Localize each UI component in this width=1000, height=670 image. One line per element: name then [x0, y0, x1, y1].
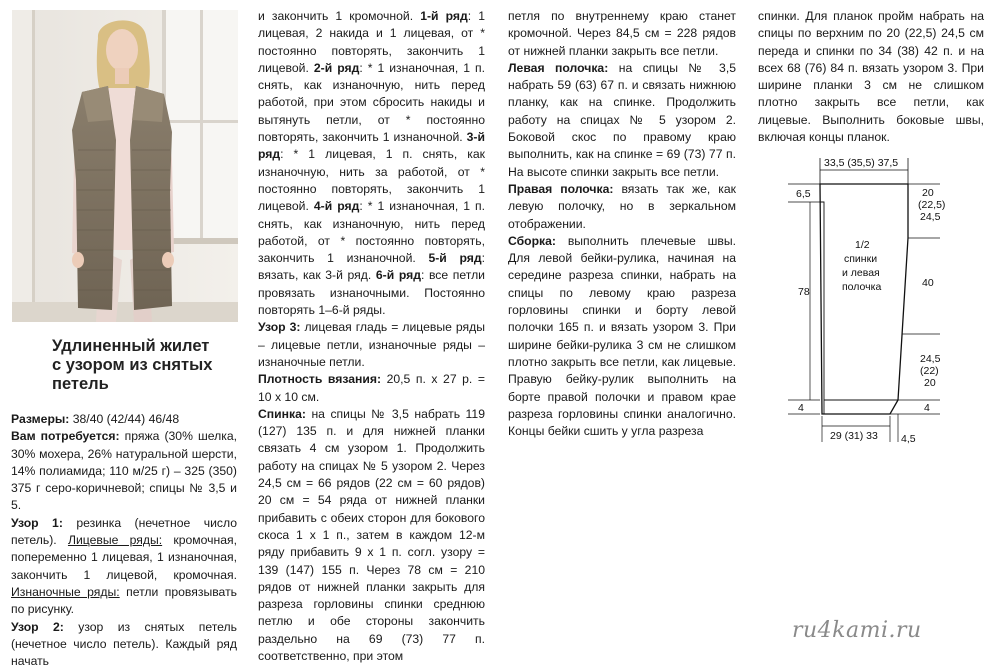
pattern-2-paragraph: Узор 2: узор из снятых петель (нечетное число петель). Каждый ряд начать [11, 619, 237, 669]
left-top-label: 6,5 [796, 188, 811, 200]
right-top-label: 20 [922, 187, 934, 199]
right-top-label: 24,5 [920, 211, 941, 223]
title-line: Удлиненный жилет [52, 337, 210, 355]
title-line: с узором из снятых [52, 356, 213, 374]
title-line: петель [52, 375, 109, 393]
back-paragraph: Спинка: на спицы № 3,5 набрать 119 (127) 135 п. и для нижней планки связать 4 см узором 1. Продолжить работу на спицах № 5 узором 2. Через 24,5 см = 66 рядов (22 см = 60 рядов) 20 см = 54 ряда от нижней планки прибавить с обеих сторон для бокового скоса 1 х 1 п., затем в каждом 12-м ряду прибавить 9 х 1 п. согл. узору = 139 (147) 155 п. Через 78 см = 210 рядов от нижней планки закрыть для разреза горловины спинки среднюю петлю и обе стороны закончить раздельно на 69 (73) 77 п. соответственно, при этом [258, 406, 485, 663]
density-paragraph: Плотность вязания: 20,5 п. х 27 р. = 10 х 10 см. [258, 372, 485, 404]
text-column-3 [508, 8, 736, 440]
text-column-2 [258, 8, 485, 665]
watermark: ru4kami.ru [792, 618, 922, 643]
piece-label: 1/2 [855, 239, 870, 251]
back-continued-paragraph: петля по внутреннему краю станет кромочной. Через 84,5 см = 228 рядов от нижней планки закрыть все петли. [508, 9, 736, 58]
pattern-1-paragraph: Узор 1: резинка (нечетное число петель). Лицевые ряды: кромочная, попеременно 1 лицевая, 1 изнаночная, закончить 1 лицевой, кромочная. Изнаночные ряды: петли провязывать по рисунку. [11, 515, 238, 617]
materials-paragraph: Вам потребуется: пряжа (30% шелка, 30% мохера, 26% натуральной шерсти, 14% полиамида; 110 м/25 г) – 325 (350) 375 г серо-коричневой; спицы № 3,5 и 5. [11, 429, 237, 513]
piece-label: спинки [844, 253, 878, 265]
pattern-schematic [758, 152, 990, 452]
left-bottom-label: 4 [798, 402, 804, 414]
text-column-1 [11, 411, 237, 670]
piece-label: полочка [842, 281, 882, 293]
right-bottom-label: 4 [924, 402, 930, 414]
left-front-paragraph: Левая полочка: на спицы № 3,5 набрать 59 (63) 67 п. и связать нижнюю планку, как на спинке. Продолжить работу на спицах № 5 узором 2. Боковой скос по правому краю выполнить, как на спинке = 69 (73) 77 п. На высоте спинки закрыть все петли. [508, 60, 736, 179]
bottom-width-label: 29 (31) 33 [830, 430, 878, 442]
article-title [52, 337, 252, 394]
left-height-label: 78 [798, 286, 810, 298]
model-photo [12, 10, 238, 322]
piece-label: и левая [842, 267, 880, 279]
right-low-label: (22) [920, 365, 939, 377]
sizes-paragraph: Размеры: 38/40 (42/44) 46/48 [11, 412, 180, 426]
bottom-right-label: 4,5 [901, 433, 916, 445]
right-top-label: (22,5) [918, 199, 946, 211]
right-front-paragraph: Правая полочка: вязать так же, как левую полочку, но в зеркальном отображении. [508, 181, 737, 231]
pattern-piece-outline [820, 184, 908, 414]
right-low-label: 20 [924, 377, 936, 389]
top-width-label: 33,5 (35,5) 37,5 [824, 157, 899, 169]
right-low-label: 24,5 [920, 353, 941, 365]
pattern-2-rows: и закончить 1 кромочной. 1-й ряд: 1 лицевая, 2 накида и 1 лицевая, от * постоянно повторять, закончить 1 лицевой. 2-й ряд: * 1 изнаночная, 1 п. снять, как изнаночную, нить перед работой, при этом сбросить накиды и вытянуть петли, от * постоянно повторять, закончить 1 изнаночной. 3-й ряд: * 1 лицевая, 1 п. снять, как изнаночную, нить за работой, от * постоянно повторять, закончить 1 лицевой. 4-й ряд: * 1 изнаночная, 1 п. снять, как изнаночную, нить перед работой, от * постоянно повторять, закончить 1 изнаночной. 5-й ряд: вязать, как 3-й ряд. 6-й ряд: все петли провязать изнаночными. Постоянно повторять 1–6-й ряды. [258, 9, 485, 318]
assembly-continued-paragraph: спинки. Для планок пройм набрать на спицы по верхним по 20 (22,5) 24,5 см переда и спинки по 34 (38) 42 п. и на всех 68 (76) 84 п. вязать узором 3. При ширине планки 3 см не слишком плотно закрыть все петли, как лицевые. Выполнить боковые швы, включая концы планок. [758, 9, 984, 145]
text-column-4 [758, 8, 984, 146]
pattern-3-paragraph: Узор 3: лицевая гладь = лицевые ряды – лицевые петли, изнаночные ряды – изнаночные петли. [258, 320, 485, 369]
right-mid-label: 40 [922, 277, 934, 289]
assembly-paragraph: Сборка: выполнить плечевые швы. Для левой бейки-рулика, начиная на середине разреза спинки, набрать на спицы по левому краю разреза горловины спинки и борту левой полочки 165 п. и вязать узором 3. При ширине бейки-рулика 3 см не слишком плотно закрыть все петли, как лицевые. Правую бейку-рулик выполнить на борте правой полочки и правом крае разреза горловины спинки аналогично. Концы бейки сшить у угла разреза [508, 233, 736, 439]
